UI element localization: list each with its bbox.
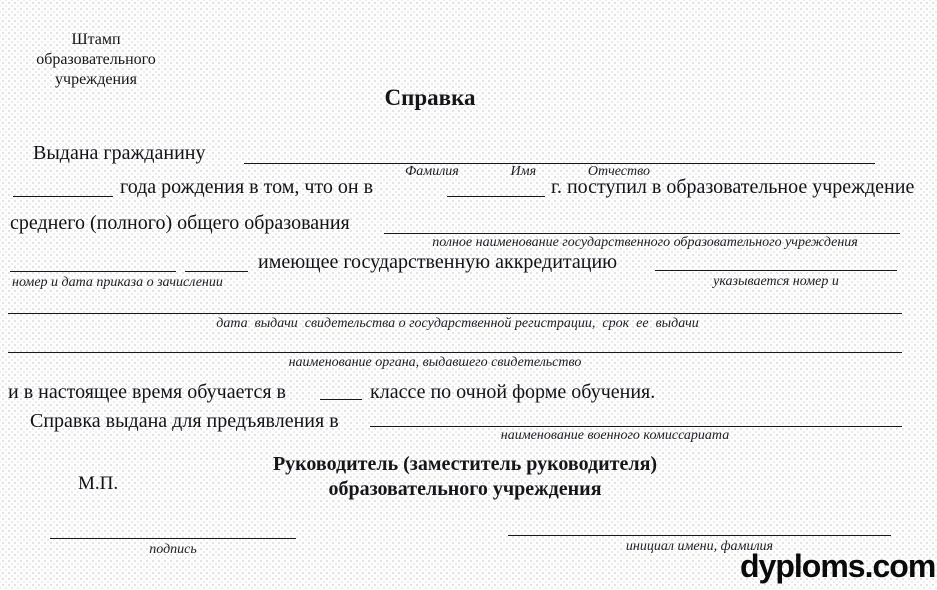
accreditation-caption: указывается номер и [713, 274, 839, 289]
purpose-line: Справка выдана для предъявления в [30, 410, 339, 432]
blank-grade [320, 399, 362, 400]
education-line: среднего (полного) общего образования [10, 212, 350, 234]
blank-signature [50, 538, 296, 539]
stamp-line-1: Штамп [71, 31, 121, 48]
blank-accreditation-number [655, 270, 897, 271]
blank-enroll-year [447, 196, 545, 197]
stamp-placeholder [12, 30, 180, 90]
registration-caption: дата выдачи свидетельства о государственной регистрации, срок ее выдачи [216, 316, 699, 331]
signature-caption: подпись [149, 542, 197, 557]
stamp-line-2: образовательного [36, 51, 156, 68]
caption-firstname: Имя [510, 164, 537, 179]
head-title-line-1: Руководитель (заместитель руководителя) [272, 453, 658, 475]
page-title: Справка [384, 85, 476, 110]
blank-institution-name [384, 233, 900, 234]
stamp-line-3: учреждения [55, 71, 137, 88]
birth-line-right: г. поступил в образовательное учреждение [551, 176, 915, 198]
blank-authority [8, 352, 902, 353]
seal-placeholder: М.П. [78, 473, 119, 494]
institution-name-caption: полное наименование государственного образовательного учреждения [432, 235, 858, 250]
commissariat-caption: наименование военного комиссариата [500, 428, 730, 443]
blank-birth-year [13, 196, 113, 197]
caption-patronymic: Отчество [587, 164, 650, 179]
accreditation-text: имеющее государственную аккредитацию [258, 251, 618, 273]
blank-registration [8, 313, 902, 314]
blank-initials [508, 535, 891, 536]
caption-surname: Фамилия [405, 164, 459, 179]
head-title-block [240, 452, 690, 502]
blank-order-number [10, 271, 176, 272]
head-title-line-2: образовательного учреждения [328, 478, 602, 500]
authority-caption: наименование органа, выдавшего свидетельство [288, 355, 582, 370]
blank-commissariat [370, 426, 902, 427]
study-line-left: и в настоящее время обучается в [8, 381, 286, 403]
site-watermark: dyploms.com [740, 548, 936, 584]
birth-line-left: года рождения в том, что он в [120, 176, 374, 198]
issued-to-label: Выдана гражданину [33, 142, 206, 164]
initials-caption: инициал имени, фамилия [625, 539, 774, 554]
study-line-right: классе по очной форме обучения. [370, 381, 656, 403]
blank-order-date [185, 271, 248, 272]
order-caption: номер и дата приказа о зачислении [12, 275, 223, 290]
